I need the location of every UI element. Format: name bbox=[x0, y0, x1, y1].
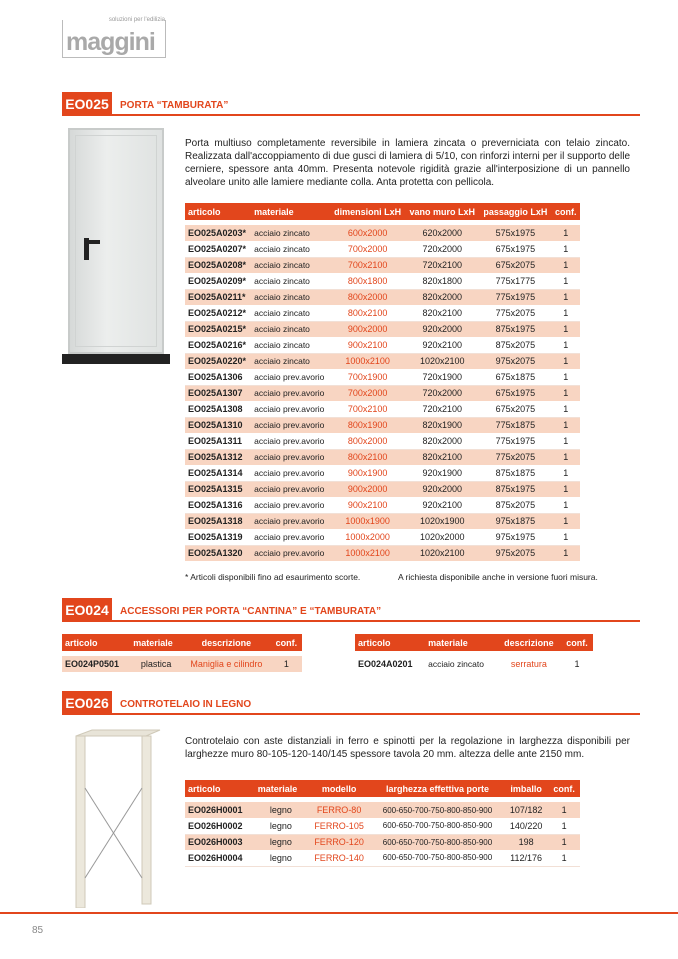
table-cell: 975x2075 bbox=[479, 353, 551, 369]
table-cell: EO025A1310 bbox=[185, 417, 251, 433]
table-row bbox=[185, 465, 580, 481]
logo-tagline: soluzioni per l'edilizia bbox=[108, 17, 165, 23]
table-cell: acciaio prev.avorio bbox=[251, 465, 330, 481]
column-header: articolo bbox=[62, 634, 130, 651]
table-cell: 875x1975 bbox=[479, 481, 551, 497]
table-row bbox=[185, 497, 580, 513]
eo026-table bbox=[185, 780, 580, 867]
table-cell: 107/182 bbox=[504, 802, 548, 818]
table-cell: 1 bbox=[552, 465, 580, 481]
table-cell: 820x1800 bbox=[405, 273, 479, 289]
table-cell: EO026H0004 bbox=[185, 850, 255, 866]
table-cell: EO026H0001 bbox=[185, 802, 255, 818]
table-cell: EO025A1318 bbox=[185, 513, 251, 529]
table-cell: 700x2000 bbox=[330, 385, 405, 401]
column-header: articolo bbox=[185, 203, 251, 220]
table-cell: 775x2075 bbox=[479, 305, 551, 321]
table-cell: 1 bbox=[548, 802, 580, 818]
table-row bbox=[185, 353, 580, 369]
table-cell: 1 bbox=[552, 321, 580, 337]
footnote-custom-size: A richiesta disponibile anche in versione fuori misura. bbox=[398, 572, 598, 582]
table-cell: EO025A1311 bbox=[185, 433, 251, 449]
table-cell: EO025A1312 bbox=[185, 449, 251, 465]
table-cell: FERRO-105 bbox=[307, 818, 371, 834]
table-cell: EO025A1320 bbox=[185, 545, 251, 561]
table-row bbox=[185, 321, 580, 337]
table-cell: 675x2075 bbox=[479, 401, 551, 417]
table-cell: 920x1900 bbox=[405, 465, 479, 481]
table-cell: 1 bbox=[552, 305, 580, 321]
table-cell: 1 bbox=[552, 337, 580, 353]
table-row bbox=[62, 656, 302, 672]
table-cell: 775x1875 bbox=[479, 417, 551, 433]
table-row bbox=[185, 545, 580, 561]
table-cell: EO025A1315 bbox=[185, 481, 251, 497]
column-header: materiale bbox=[130, 634, 182, 651]
table-cell: 700x2000 bbox=[330, 241, 405, 257]
table-row bbox=[185, 385, 580, 401]
table-cell: acciaio prev.avorio bbox=[251, 369, 330, 385]
table-cell: acciaio prev.avorio bbox=[251, 385, 330, 401]
table-row bbox=[185, 225, 580, 241]
table-cell: 620x2000 bbox=[405, 225, 479, 241]
table-cell: 775x1975 bbox=[479, 433, 551, 449]
table-cell: acciaio prev.avorio bbox=[251, 481, 330, 497]
table-cell: 600-650-700-750-800-850-900 bbox=[371, 850, 504, 866]
section-header-eo025 bbox=[62, 92, 640, 116]
table-cell: acciaio prev.avorio bbox=[251, 449, 330, 465]
table-cell: EO025A1307 bbox=[185, 385, 251, 401]
table-cell: acciaio prev.avorio bbox=[251, 401, 330, 417]
table-cell: acciaio zincato bbox=[251, 321, 330, 337]
table-cell: 1020x2000 bbox=[405, 529, 479, 545]
table-cell: acciaio prev.avorio bbox=[251, 513, 330, 529]
table-cell: 920x2100 bbox=[405, 337, 479, 353]
table-cell: 900x2000 bbox=[330, 481, 405, 497]
eo024-table-right bbox=[355, 634, 593, 672]
table-cell: EO025A0208* bbox=[185, 257, 251, 273]
logo-name: maggini bbox=[66, 28, 155, 56]
column-header: conf. bbox=[548, 780, 580, 797]
table-cell: 700x1900 bbox=[330, 369, 405, 385]
table-cell: acciaio prev.avorio bbox=[251, 417, 330, 433]
table-cell: acciaio prev.avorio bbox=[251, 529, 330, 545]
table-cell: 1 bbox=[552, 353, 580, 369]
column-header: conf. bbox=[561, 634, 593, 651]
table-cell: 140/220 bbox=[504, 818, 548, 834]
table-row bbox=[185, 818, 580, 834]
table-cell: acciaio prev.avorio bbox=[251, 545, 330, 561]
table-cell: 1 bbox=[552, 369, 580, 385]
column-header: descrizione bbox=[497, 634, 561, 651]
table-cell: 675x2075 bbox=[479, 257, 551, 273]
column-header: passaggio LxH bbox=[479, 203, 551, 220]
table-cell: EO025A1319 bbox=[185, 529, 251, 545]
table-cell: 675x1975 bbox=[479, 385, 551, 401]
table-row bbox=[185, 401, 580, 417]
column-header: materiale bbox=[251, 203, 330, 220]
door-sill bbox=[62, 354, 170, 364]
column-header: conf. bbox=[552, 203, 580, 220]
table-cell: 800x2100 bbox=[330, 305, 405, 321]
table-cell: 1 bbox=[552, 241, 580, 257]
table-cell: 775x1975 bbox=[479, 289, 551, 305]
table-row bbox=[185, 337, 580, 353]
table-cell: acciaio zincato bbox=[251, 353, 330, 369]
table-cell: 1020x2100 bbox=[405, 353, 479, 369]
table-cell: 1 bbox=[548, 818, 580, 834]
table-cell: plastica bbox=[130, 656, 182, 672]
table-cell: 800x2000 bbox=[330, 289, 405, 305]
wooden-frame-image bbox=[72, 728, 162, 908]
door-image bbox=[68, 128, 164, 354]
eo026-description: Controtelaio con aste distanziali in ferro e spinotti per la regolazione in larghezza disponibili per larghezze muro 80-105-120-140/145 spessore tavola 20 mm. altezza delle ante 2150 mm. bbox=[185, 736, 630, 760]
section-header-eo024 bbox=[62, 598, 640, 622]
table-cell: 1 bbox=[552, 529, 580, 545]
table-cell: 1 bbox=[548, 834, 580, 850]
table-cell: 1000x2000 bbox=[330, 529, 405, 545]
eo025-description: Porta multiuso completamente reversibile in lamiera zincata o preverniciata con telaio zincato. Realizzata dall'accoppiamento di due gusci di lamiera di 5/10, con rinforzi interni per il supporto delle cerniere, spessore anta 40mm. Presenta notevole rigidità grazie all'interposizione di un pannello alveolare unito alle lamiere mediante colla. Anta protetta con pellicola. bbox=[185, 138, 630, 188]
table-cell: 1000x1900 bbox=[330, 513, 405, 529]
table-cell: EO025A1306 bbox=[185, 369, 251, 385]
table-cell: EO025A1314 bbox=[185, 465, 251, 481]
table-cell: 820x1900 bbox=[405, 417, 479, 433]
table-cell: EO025A0211* bbox=[185, 289, 251, 305]
table-cell: EO026H0002 bbox=[185, 818, 255, 834]
table-row bbox=[185, 513, 580, 529]
table-cell: 1 bbox=[552, 433, 580, 449]
table-cell: 800x2100 bbox=[330, 449, 405, 465]
table-cell: 600x2000 bbox=[330, 225, 405, 241]
table-cell: 1 bbox=[552, 289, 580, 305]
table-cell: EO025A0215* bbox=[185, 321, 251, 337]
table-cell: acciaio zincato bbox=[251, 337, 330, 353]
table-cell: 875x2075 bbox=[479, 497, 551, 513]
table-cell: EO025A0216* bbox=[185, 337, 251, 353]
table-cell: 800x1900 bbox=[330, 417, 405, 433]
table-cell: 600-650-700-750-800-850-900 bbox=[371, 834, 504, 850]
table-cell: 1 bbox=[552, 545, 580, 561]
table-row bbox=[185, 433, 580, 449]
table-cell: EO025A1308 bbox=[185, 401, 251, 417]
table-row bbox=[355, 656, 593, 672]
table-cell: 720x2100 bbox=[405, 401, 479, 417]
table-cell: 820x2000 bbox=[405, 433, 479, 449]
table-cell: acciaio zincato bbox=[251, 305, 330, 321]
table-cell: EO025A1316 bbox=[185, 497, 251, 513]
table-cell: 720x2000 bbox=[405, 385, 479, 401]
table-cell: 575x1975 bbox=[479, 225, 551, 241]
table-cell: EO024A0201 bbox=[355, 656, 425, 672]
section-header-eo026 bbox=[62, 691, 640, 715]
table-cell: 600-650-700-750-800-850-900 bbox=[371, 818, 504, 834]
table-cell: 720x2100 bbox=[405, 257, 479, 273]
table-cell: 900x2100 bbox=[330, 337, 405, 353]
table-row bbox=[185, 850, 580, 866]
table-cell: EO025A0207* bbox=[185, 241, 251, 257]
table-cell: 675x1875 bbox=[479, 369, 551, 385]
table-cell: serratura bbox=[497, 656, 561, 672]
table-row bbox=[185, 289, 580, 305]
eo025-table bbox=[185, 203, 580, 561]
table-cell: 875x1975 bbox=[479, 321, 551, 337]
table-cell: 975x1975 bbox=[479, 529, 551, 545]
section-code: EO026 bbox=[62, 691, 112, 715]
table-cell: 1 bbox=[552, 497, 580, 513]
table-cell: FERRO-140 bbox=[307, 850, 371, 866]
table-cell: 720x2000 bbox=[405, 241, 479, 257]
table-cell: 1 bbox=[552, 257, 580, 273]
column-header: articolo bbox=[185, 780, 255, 797]
table-cell: 1020x2100 bbox=[405, 545, 479, 561]
table-cell: acciaio prev.avorio bbox=[251, 433, 330, 449]
table-cell: 1 bbox=[552, 385, 580, 401]
table-cell: 1 bbox=[552, 449, 580, 465]
table-cell: 600-650-700-750-800-850-900 bbox=[371, 802, 504, 818]
table-cell: 112/176 bbox=[504, 850, 548, 866]
section-title: PORTA “TAMBURATA” bbox=[120, 100, 229, 111]
table-cell: 975x1875 bbox=[479, 513, 551, 529]
table-cell: 920x2100 bbox=[405, 497, 479, 513]
table-cell: 775x2075 bbox=[479, 449, 551, 465]
table-cell: 1 bbox=[552, 513, 580, 529]
table-cell: 775x1775 bbox=[479, 273, 551, 289]
table-cell: 900x1900 bbox=[330, 465, 405, 481]
column-header: dimensioni LxH bbox=[330, 203, 405, 220]
table-cell: 800x2000 bbox=[330, 433, 405, 449]
table-cell: 875x2075 bbox=[479, 337, 551, 353]
table-row bbox=[185, 529, 580, 545]
table-cell: acciaio zincato bbox=[251, 273, 330, 289]
table-cell: EO025A0212* bbox=[185, 305, 251, 321]
table-cell: acciaio zincato bbox=[251, 241, 330, 257]
column-header: descrizione bbox=[182, 634, 271, 651]
table-cell: EO026H0003 bbox=[185, 834, 255, 850]
table-cell: 1 bbox=[561, 656, 593, 672]
column-header: modello bbox=[307, 780, 371, 797]
table-cell: 875x1875 bbox=[479, 465, 551, 481]
table-row bbox=[185, 273, 580, 289]
table-cell: 900x2000 bbox=[330, 321, 405, 337]
table-cell: 920x2000 bbox=[405, 321, 479, 337]
table-cell: 1 bbox=[552, 225, 580, 241]
table-cell: 820x2000 bbox=[405, 289, 479, 305]
table-cell: 820x2100 bbox=[405, 449, 479, 465]
table-cell: acciaio zincato bbox=[251, 289, 330, 305]
table-cell: 1 bbox=[552, 417, 580, 433]
section-title: CONTROTELAIO IN LEGNO bbox=[120, 699, 252, 710]
table-row bbox=[185, 369, 580, 385]
table-cell: EO025A0220* bbox=[185, 353, 251, 369]
table-cell: EO025A0209* bbox=[185, 273, 251, 289]
column-header: vano muro LxH bbox=[405, 203, 479, 220]
table-cell: 900x2100 bbox=[330, 497, 405, 513]
section-title: ACCESSORI PER PORTA “CANTINA” E “TAMBURATA” bbox=[120, 606, 382, 617]
table-cell: 920x2000 bbox=[405, 481, 479, 497]
footnote-stock: * Articoli disponibili fino ad esaurimento scorte. bbox=[185, 572, 361, 582]
table-row bbox=[185, 417, 580, 433]
table-cell: 1000x2100 bbox=[330, 353, 405, 369]
table-row bbox=[185, 305, 580, 321]
table-cell: legno bbox=[255, 818, 307, 834]
table-cell: acciaio prev.avorio bbox=[251, 497, 330, 513]
table-cell: 1 bbox=[552, 481, 580, 497]
column-header: articolo bbox=[355, 634, 425, 651]
table-row bbox=[185, 241, 580, 257]
table-row bbox=[185, 802, 580, 818]
table-cell: 1 bbox=[271, 656, 302, 672]
table-cell: FERRO-80 bbox=[307, 802, 371, 818]
table-cell: EO024P0501 bbox=[62, 656, 130, 672]
table-cell: legno bbox=[255, 802, 307, 818]
table-cell: acciaio zincato bbox=[251, 225, 330, 241]
column-header: imballo bbox=[504, 780, 548, 797]
column-header: materiale bbox=[255, 780, 307, 797]
section-code: EO025 bbox=[62, 92, 112, 116]
table-cell: legno bbox=[255, 834, 307, 850]
table-cell: 720x1900 bbox=[405, 369, 479, 385]
table-cell: acciaio zincato bbox=[251, 257, 330, 273]
table-row bbox=[185, 834, 580, 850]
table-cell: 1 bbox=[552, 273, 580, 289]
table-cell: 700x2100 bbox=[330, 401, 405, 417]
table-cell: 975x2075 bbox=[479, 545, 551, 561]
footer-rule bbox=[0, 912, 678, 914]
table-cell: 800x1800 bbox=[330, 273, 405, 289]
table-row bbox=[185, 481, 580, 497]
table-cell: 1020x1900 bbox=[405, 513, 479, 529]
table-cell: 1 bbox=[552, 401, 580, 417]
column-header: conf. bbox=[271, 634, 302, 651]
column-header: materiale bbox=[425, 634, 497, 651]
table-cell: acciaio zincato bbox=[425, 656, 497, 672]
table-cell: EO025A0203* bbox=[185, 225, 251, 241]
eo024-table-left bbox=[62, 634, 302, 672]
table-cell: FERRO-120 bbox=[307, 834, 371, 850]
page-number: 85 bbox=[32, 925, 44, 936]
table-row bbox=[185, 257, 580, 273]
table-cell: Maniglia e cilindro bbox=[182, 656, 271, 672]
table-cell: legno bbox=[255, 850, 307, 866]
table-cell: 1000x2100 bbox=[330, 545, 405, 561]
table-cell: 675x1975 bbox=[479, 241, 551, 257]
section-code: EO024 bbox=[62, 598, 112, 622]
table-cell: 198 bbox=[504, 834, 548, 850]
maggini-logo bbox=[62, 17, 166, 58]
table-cell: 700x2100 bbox=[330, 257, 405, 273]
table-cell: 1 bbox=[548, 850, 580, 866]
column-header: larghezza effettiva porte bbox=[371, 780, 504, 797]
table-cell: 820x2100 bbox=[405, 305, 479, 321]
table-row bbox=[185, 449, 580, 465]
